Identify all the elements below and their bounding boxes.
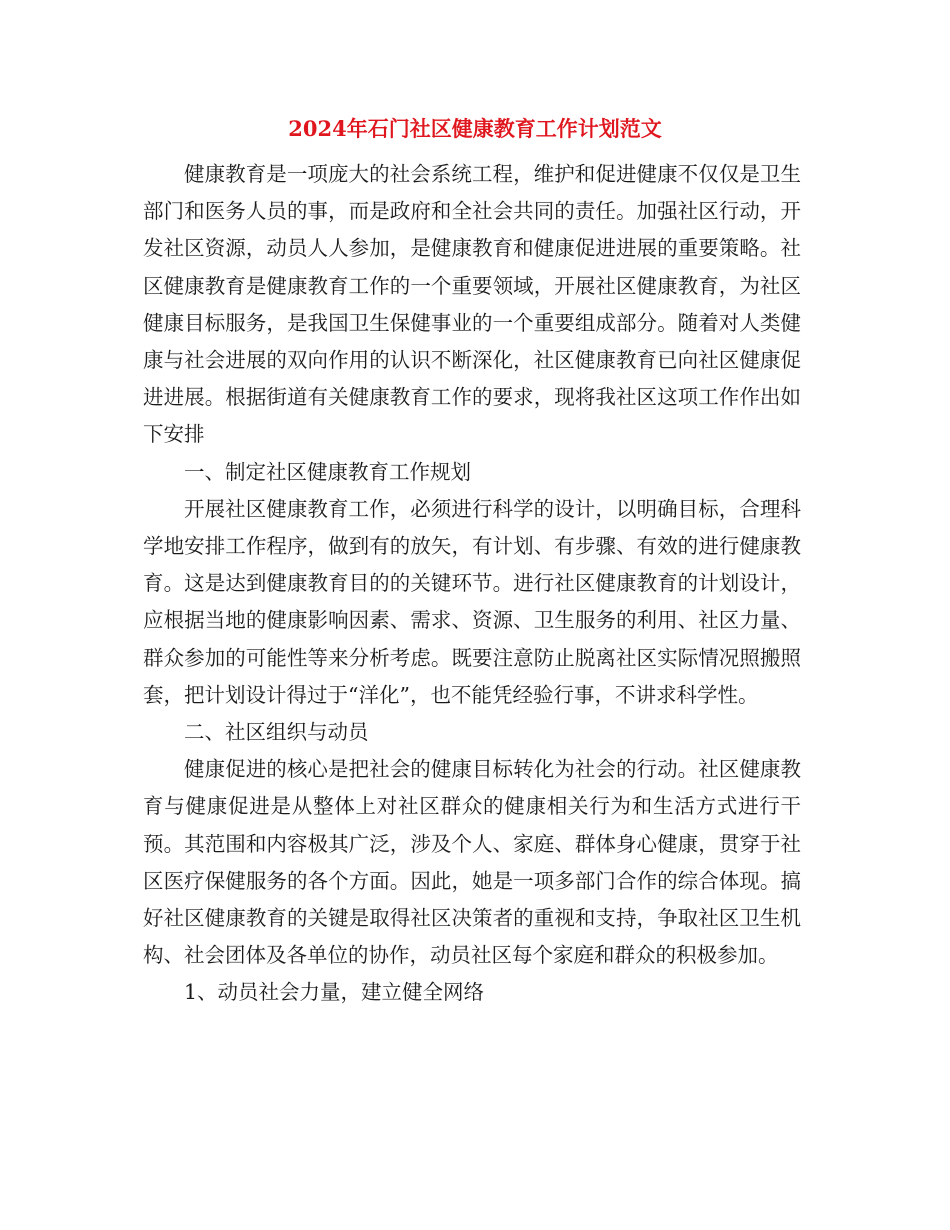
intro-paragraph: 健康教育是一项庞大的社会系统工程，维护和促进健康不仅仅是卫生部门和医务人员的事，而是政府和全社会共同的责任。加强社区行动，开发社区资源，动员人人参加，是健康教育和健康促进进展的重要策略。社区健康教育是健康教育工作的一个重要领域，开展社区健康教育，为社区健康目标服务，是我国卫生保健事业的一个重要组成部分。随着对人类健康与社会进展的双向作用的认识不断深化，社区健康教育已向社区健康促进进展。根据街道有关健康教育工作的要求，现将我社区这项工作作出如下安排 [143, 162, 801, 447]
subsection-heading-1: 1、动员社会力量，建立健全网络 [184, 980, 485, 1005]
document-body [143, 156, 801, 1012]
section-2-paragraph: 健康促进的核心是把社会的健康目标转化为社会的行动。社区健康教育与健康促进是从整体上对社区群众的健康相关行为和生活方式进行干预。其范围和内容极其广泛，涉及个人、家庭、群体身心健康，贯穿于社区医疗保健服务的各个方面。因此，她是一项多部门合作的综合体现。搞好社区健康教育的关键是取得社区决策者的重视和支持，争取社区卫生机构、社会团体及各单位的协作，动员社区每个家庭和群众的积极参加。 [143, 757, 801, 968]
section-heading-1: 一、制定社区健康教育工作规划 [184, 459, 471, 484]
document-title: 2024年石门社区健康教育工作计划范文 [288, 116, 662, 141]
section-heading-2: 二、社区组织与动员 [184, 720, 369, 745]
section-1-paragraph: 开展社区健康教育工作，必须进行科学的设计，以明确目标，合理科学地安排工作程序，做到有的放矢，有计划、有步骤、有效的进行健康教育。这是达到健康教育目的的关键环节。进行社区健康教育的计划设计，应根据当地的健康影响因素、需求、资源、卫生服务的利用、社区力量、群众参加的可能性等来分析考虑。既要注意防止脱离社区实际情况照搬照套，把计划设计得过于“洋化”，也不能凭经验行事，不讲求科学性。 [143, 496, 801, 707]
